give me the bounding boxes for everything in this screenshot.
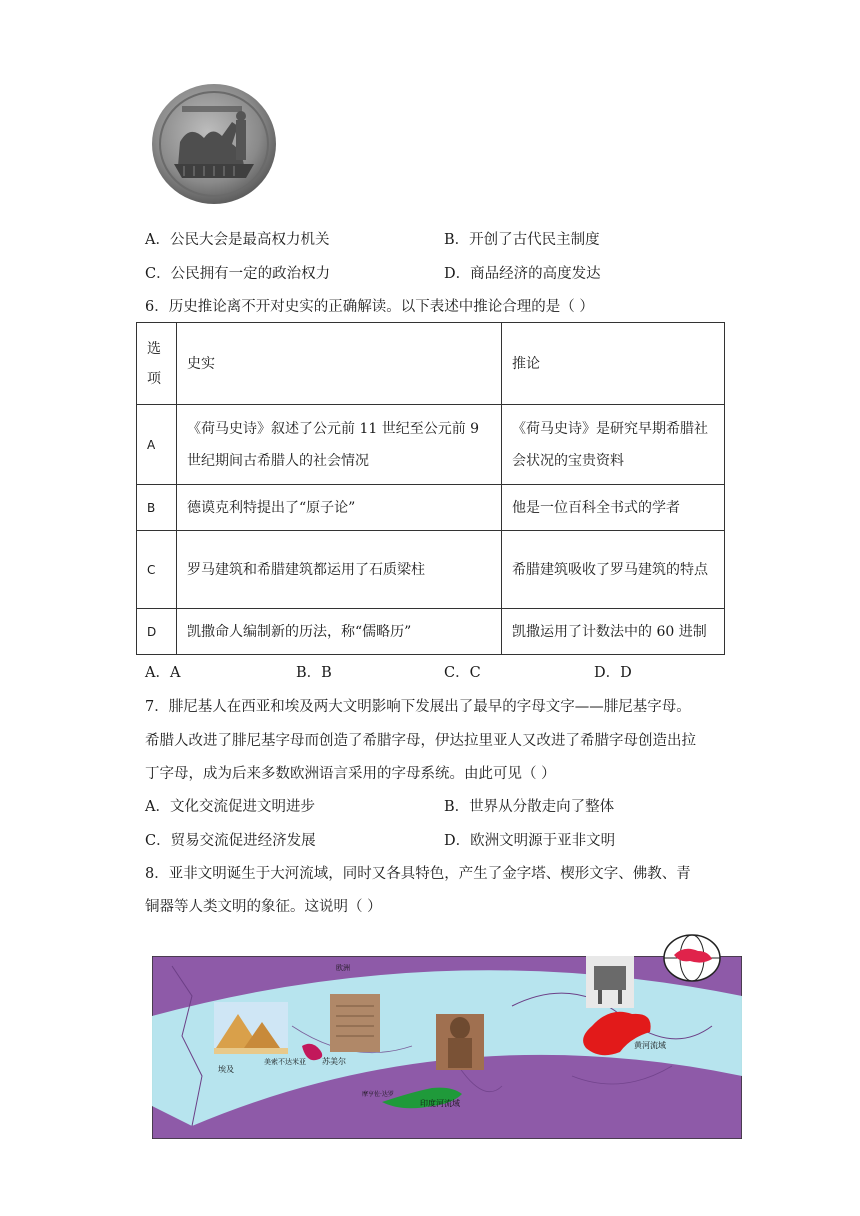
q6-row-fact: 凯撒命人编制新的历法，称“儒略历” [177, 609, 502, 655]
q6-row-inference: 凯撒运用了计数法中的 60 进制 [502, 609, 725, 655]
table-row [137, 405, 725, 485]
q7-option-d: D．欧洲文明源于亚非文明 [444, 833, 616, 849]
q7-stem-line-3: 丁字母，成为后来多数欧洲语言采用的字母系统。由此可见（ ） [145, 766, 556, 782]
q6-row-inference: 希腊建筑吸收了罗马建筑的特点 [502, 531, 725, 609]
map-label-mesopotamia: 美索不达米亚 [264, 1058, 306, 1066]
q6-row-fact: 罗马建筑和希腊建筑都运用了石质梁柱 [177, 531, 502, 609]
map-label-harappa: 摩亨佐·达罗 [362, 1091, 394, 1098]
q6-row-inference: 他是一位百科全书式的学者 [502, 485, 725, 531]
cuneiform-tablet-image [330, 994, 380, 1052]
map-label-europe: 欧洲 [336, 964, 350, 972]
globe-icon [662, 933, 722, 983]
q6-answer-b: B．B [296, 665, 332, 681]
river-civilizations-map [152, 956, 742, 1139]
map-label-indus: 印度河流域 [420, 1099, 460, 1108]
q5-option-b: B．开创了古代民主制度 [444, 232, 600, 248]
q6-row-option: D [137, 609, 177, 655]
q5-option-d: D．商品经济的高度发达 [444, 266, 601, 282]
q6-row-fact: 《荷马史诗》叙述了公元前 11 世纪至公元前 9 世纪期间古希腊人的社会情况 [177, 405, 502, 485]
q6-row-option: B [137, 485, 177, 531]
table-row [137, 609, 725, 655]
q5-option-a: A．公民大会是最高权力机关 [145, 232, 330, 248]
q6-stem: 6．历史推论离不开对史实的正确解读。以下表述中推论合理的是（ ） [145, 299, 594, 315]
q8-stem-line-1: 8．亚非文明诞生于大河流域，同时又各具特色，产生了金字塔、楔形文字、佛教、青 [145, 866, 691, 882]
buddha-statue-image [436, 1014, 484, 1070]
q7-option-a: A．文化交流促进文明进步 [145, 799, 315, 815]
q6-answer-c: C．C [444, 665, 481, 681]
map-label-egypt: 埃及 [218, 1065, 234, 1074]
q6-answer-d: D．D [594, 665, 632, 681]
q7-option-b: B．世界从分散走向了整体 [444, 799, 615, 815]
q6-row-option: C [137, 531, 177, 609]
q7-stem-line-1: 7．腓尼基人在西亚和埃及两大文明影响下发展出了最早的字母文字——腓尼基字母。 [145, 699, 691, 715]
q6-table-header-row [137, 323, 725, 405]
ancient-coin-image [150, 80, 278, 208]
table-row [137, 531, 725, 609]
q7-option-c: C．贸易交流促进经济发展 [145, 833, 316, 849]
q7-stem-line-2: 希腊人改进了腓尼基字母而创造了希腊字母，伊达拉里亚人又改进了希腊字母创造出拉 [145, 733, 696, 749]
q5-option-c: C．公民拥有一定的政治权力 [145, 266, 331, 282]
q6-answer-a: A．A [145, 665, 181, 681]
table-row [137, 485, 725, 531]
bronze-ding-image [586, 956, 634, 1008]
q6-header-inference: 推论 [502, 323, 725, 405]
map-label-sumer: 苏美尔 [322, 1057, 346, 1066]
q8-stem-line-2: 铜器等人类文明的象征。这说明（ ） [145, 899, 382, 915]
map-label-yellow-river: 黄河流域 [634, 1041, 666, 1050]
q6-row-inference: 《荷马史诗》是研究早期希腊社会状况的宝贵资料 [502, 405, 725, 485]
q6-row-fact: 德谟克利特提出了“原子论” [177, 485, 502, 531]
q6-table [136, 322, 725, 655]
q6-row-option: A [137, 405, 177, 485]
pyramids-image [214, 1002, 288, 1054]
q6-header-option: 选 项 [137, 323, 177, 405]
q6-header-fact: 史实 [177, 323, 502, 405]
